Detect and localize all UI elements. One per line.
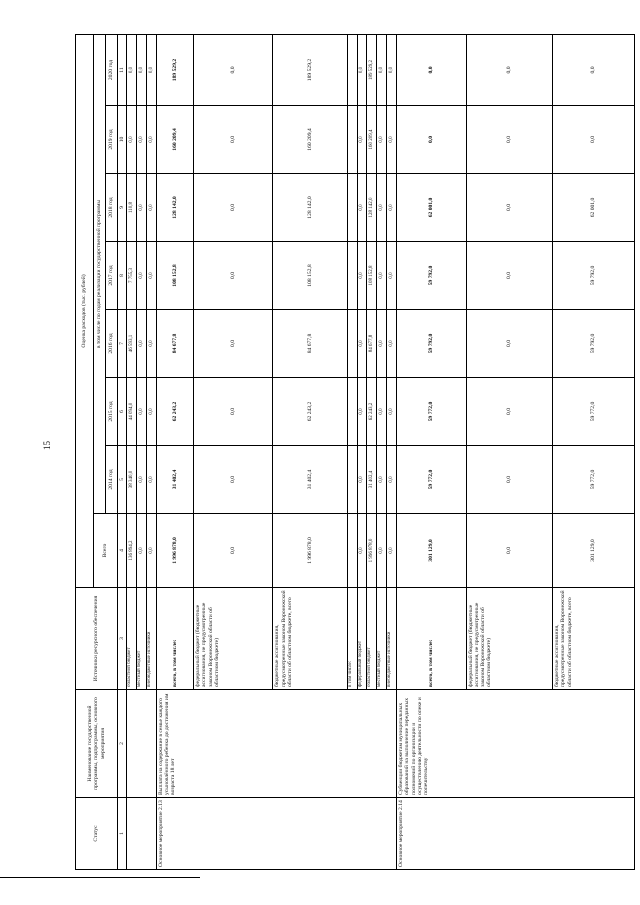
value-cell: 0,0 <box>466 378 553 446</box>
budget-table-sheet <box>75 35 635 870</box>
value-cell: 0,0 <box>466 310 553 378</box>
header-by-year: в том числе по годам реализации государственной программы <box>94 35 106 514</box>
value-cell: 0,0 <box>357 174 367 242</box>
value-cell: 84 677,8 <box>273 310 347 378</box>
value-cell: 59 792,0 <box>553 310 635 378</box>
value-cell: 0,0 <box>147 446 157 514</box>
value-cell: 0,0 <box>147 242 157 310</box>
name-cell: Субвенции бюджетам муниципальных образований на выполнение переданных полномочий по организации и осуществлению деятельности по опеке и попечительству <box>397 690 635 798</box>
source-cell: местный бюджет <box>377 588 387 690</box>
col-number: 5 <box>118 446 127 514</box>
col-number: 10 <box>118 106 127 174</box>
value-cell: 0,0 <box>147 35 157 106</box>
value-cell: 0,0 <box>387 174 397 242</box>
value-cell: 0,0 <box>553 35 635 106</box>
value-cell: 59 792,0 <box>553 242 635 310</box>
header-year: 2015 год <box>106 378 118 446</box>
header-source: Источники ресурсного обеспечения <box>76 588 118 690</box>
col-number: 1 <box>118 798 127 870</box>
column-number-row <box>118 35 127 870</box>
col-number: 9 <box>118 174 127 242</box>
value-cell: 0,0 <box>466 514 553 588</box>
value-cell: 62 243,2 <box>367 378 377 446</box>
header-year: 2018 год <box>106 174 118 242</box>
source-cell: федеральный бюджет <box>357 588 367 690</box>
header-status: Статус <box>76 798 118 870</box>
value-cell <box>347 378 357 446</box>
value-cell: 0,0 <box>194 106 273 174</box>
header-year: 2014 год <box>106 446 118 514</box>
value-cell: 0,0 <box>466 242 553 310</box>
value-cell <box>347 514 357 588</box>
value-cell: 0,0 <box>377 35 387 106</box>
value-cell: 0,0 <box>377 446 387 514</box>
value-cell: 108 152,8 <box>367 242 377 310</box>
value-cell: 301 129,0 <box>397 514 466 588</box>
value-cell: 0,0 <box>194 514 273 588</box>
col-number: 11 <box>118 35 127 106</box>
value-cell: 7 755,3 <box>127 242 137 310</box>
value-cell: 1 996 878,0 <box>367 514 377 588</box>
value-cell: 59 772,0 <box>553 446 635 514</box>
value-cell: 160 209,4 <box>367 106 377 174</box>
source-cell: местный бюджет <box>137 588 147 690</box>
col-number: 8 <box>118 242 127 310</box>
value-cell: 0,0 <box>397 106 466 174</box>
value-cell: 44 094,0 <box>127 378 137 446</box>
header-year: 2019 год <box>106 106 118 174</box>
value-cell: 0,0 <box>137 35 147 106</box>
value-cell: 59 772,0 <box>553 378 635 446</box>
value-cell: 1 996 878,0 <box>273 514 347 588</box>
col-number: 2 <box>118 690 127 798</box>
value-cell: 0,0 <box>387 310 397 378</box>
table-row <box>127 35 137 870</box>
value-cell: 189 529,2 <box>156 35 193 106</box>
source-cell: бюджетные ассигнования, предусмотренные законом Воронежской области об областном бюджете, всего <box>273 588 347 690</box>
value-cell: 0,0 <box>357 35 367 106</box>
value-cell: 0,0 <box>466 35 553 106</box>
value-cell <box>347 35 357 106</box>
value-cell: 128 142,0 <box>156 174 193 242</box>
value-cell: 31 402,4 <box>367 446 377 514</box>
value-cell: 108 152,8 <box>273 242 347 310</box>
value-cell: 31 402,4 <box>156 446 193 514</box>
value-cell: 0,0 <box>357 310 367 378</box>
value-cell: 0,0 <box>194 242 273 310</box>
value-cell: 59 792,0 <box>397 242 466 310</box>
value-cell <box>347 106 357 174</box>
value-cell: 301 129,0 <box>553 514 635 588</box>
name-cell <box>127 690 157 798</box>
value-cell: 31 402,4 <box>273 446 347 514</box>
source-cell: в том числе: <box>347 588 357 690</box>
budget-table <box>75 34 635 870</box>
value-cell: 62 001,0 <box>397 174 466 242</box>
value-cell: 0,0 <box>194 35 273 106</box>
source-cell: внебюджетные источники <box>387 588 397 690</box>
value-cell: 62 001,0 <box>553 174 635 242</box>
header-total: Всего <box>94 514 118 588</box>
value-cell: 0,0 <box>137 310 147 378</box>
footer-divider <box>0 877 200 878</box>
value-cell: 128 142,0 <box>273 174 347 242</box>
value-cell: 38 340,0 <box>127 446 137 514</box>
page-number: 15 <box>42 441 52 450</box>
value-cell: 0,0 <box>194 378 273 446</box>
header-year: 2016 год <box>106 310 118 378</box>
value-cell: 0,0 <box>137 378 147 446</box>
col-number: 6 <box>118 378 127 446</box>
value-cell: 0,0 <box>194 310 273 378</box>
value-cell: 0,0 <box>466 446 553 514</box>
value-cell: 0,0 <box>137 174 147 242</box>
table-row <box>156 35 193 870</box>
source-cell: всего, в том числе: <box>156 588 193 690</box>
col-number: 4 <box>118 514 127 588</box>
value-cell: 0,0 <box>377 174 387 242</box>
value-cell: 0,0 <box>466 174 553 242</box>
value-cell: 84 677,8 <box>156 310 193 378</box>
source-cell: федеральный бюджет (бюджетные ассигнования, не предусмотренные законом Воронежской области об областном бюджете) <box>466 588 553 690</box>
source-cell: всего, в том числе: <box>397 588 466 690</box>
value-cell: 0,0 <box>387 446 397 514</box>
value-cell <box>347 310 357 378</box>
value-cell: 0,0 <box>387 514 397 588</box>
value-cell: 0,0 <box>147 174 157 242</box>
value-cell: 0,0 <box>127 35 137 106</box>
value-cell: 59 792,0 <box>397 310 466 378</box>
value-cell <box>347 242 357 310</box>
value-cell: 0,0 <box>147 310 157 378</box>
value-cell: 0,0 <box>387 35 397 106</box>
value-cell: 0,0 <box>553 106 635 174</box>
value-cell: 0,0 <box>127 106 137 174</box>
value-cell: 62 243,2 <box>156 378 193 446</box>
col-number: 7 <box>118 310 127 378</box>
value-cell: 0,0 <box>377 514 387 588</box>
value-cell: 136 894,2 <box>127 514 137 588</box>
value-cell: 59 772,0 <box>397 378 466 446</box>
source-cell: внебюджетные источники <box>147 588 157 690</box>
value-cell: 0,0 <box>194 446 273 514</box>
value-cell: 1 996 878,0 <box>156 514 193 588</box>
name-cell: Выплата на содержание в семье каждого усыновлённого ребенка до достижения им возраста 18 лет <box>156 690 396 798</box>
value-cell: 160 209,4 <box>156 106 193 174</box>
value-cell: 0,0 <box>137 514 147 588</box>
value-cell: 110,8 <box>127 174 137 242</box>
value-cell: 0,0 <box>377 242 387 310</box>
source-cell: областной бюджет <box>367 588 377 690</box>
value-cell: 59 772,0 <box>397 446 466 514</box>
value-cell <box>347 446 357 514</box>
value-cell: 189 529,2 <box>273 35 347 106</box>
value-cell: 0,0 <box>377 106 387 174</box>
value-cell: 46 593,1 <box>127 310 137 378</box>
value-cell: 0,0 <box>377 378 387 446</box>
status-cell: Основное мероприятие 2.13 <box>156 798 396 870</box>
value-cell: 0,0 <box>357 514 367 588</box>
col-number: 3 <box>118 588 127 690</box>
value-cell: 84 677,8 <box>367 310 377 378</box>
table-row <box>397 35 466 870</box>
value-cell: 0,0 <box>357 378 367 446</box>
source-cell: областной бюджет <box>127 588 137 690</box>
value-cell: 62 243,2 <box>273 378 347 446</box>
value-cell: 0,0 <box>387 106 397 174</box>
value-cell: 0,0 <box>377 310 387 378</box>
source-cell: бюджетные ассигнования, предусмотренные законом Воронежской области об областном бюджете, всего <box>553 588 635 690</box>
value-cell: 0,0 <box>357 242 367 310</box>
value-cell: 0,0 <box>137 106 147 174</box>
value-cell: 0,0 <box>137 242 147 310</box>
value-cell: 189 529,2 <box>367 35 377 106</box>
value-cell: 0,0 <box>357 446 367 514</box>
value-cell: 0,0 <box>387 242 397 310</box>
header-estimate: Оценка расходов (тыс. рублей) <box>76 35 94 588</box>
value-cell: 108 152,8 <box>156 242 193 310</box>
value-cell: 0,0 <box>357 106 367 174</box>
value-cell: 0,0 <box>137 446 147 514</box>
header-name: Наименование государственной программы, подпрограммы, основного мероприятия <box>76 690 118 798</box>
value-cell: 160 209,4 <box>273 106 347 174</box>
header-year: 2017 год <box>106 242 118 310</box>
status-cell: Основное мероприятие 2.14 <box>397 798 635 870</box>
header-year: 2020 год <box>106 35 118 106</box>
value-cell: 0,0 <box>147 378 157 446</box>
value-cell: 0,0 <box>147 106 157 174</box>
value-cell: 128 142,0 <box>367 174 377 242</box>
value-cell: 0,0 <box>147 514 157 588</box>
value-cell: 0,0 <box>466 106 553 174</box>
value-cell: 0,0 <box>397 35 466 106</box>
value-cell: 0,0 <box>194 174 273 242</box>
value-cell <box>347 174 357 242</box>
source-cell: федеральный бюджет (бюджетные ассигнования, не предусмотренные законом Воронежской области об областном бюджете) <box>194 588 273 690</box>
value-cell: 0,0 <box>387 378 397 446</box>
status-cell <box>127 798 157 870</box>
